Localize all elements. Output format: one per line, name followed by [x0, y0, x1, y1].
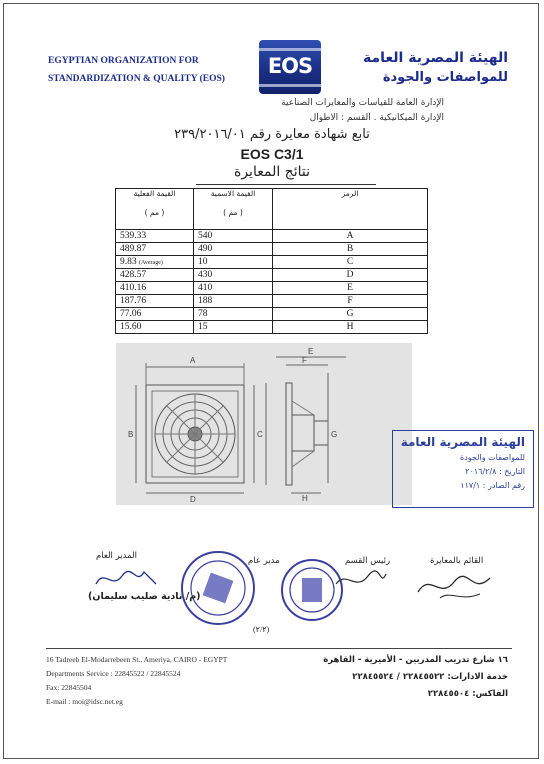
- section-head-title: رئيس القسم: [345, 556, 391, 566]
- header-symbol-label: الرمز: [341, 189, 359, 198]
- label-e: E: [308, 347, 314, 356]
- official-seal-right: [278, 556, 346, 624]
- table-row: [116, 308, 428, 321]
- label-d: D: [190, 495, 196, 504]
- header-actual-label: القيمة الفعلية: [133, 189, 176, 198]
- org-name-ar-line1: الهيئة المصرية العامة: [362, 50, 508, 66]
- label-f: F: [302, 356, 307, 365]
- document-code: EOS C3/1: [240, 146, 304, 162]
- nominal-cell: 430: [194, 269, 273, 282]
- director-title: مدير عام: [248, 556, 280, 566]
- header-nominal-unit: ( مم ): [223, 208, 243, 217]
- stamp-date: التاريخ : ٢٠١٦/٢/٨: [465, 467, 525, 476]
- general-manager-name: (م/ نادية صليب سليمان): [88, 591, 201, 602]
- header-nominal-value: [194, 189, 273, 230]
- general-manager-signature: [92, 566, 162, 592]
- label-g: G: [331, 430, 338, 439]
- section-line: الإدارة الميكانيكية . القسم : الاطوال: [309, 113, 444, 123]
- nominal-cell: 490: [194, 243, 273, 256]
- nominal-cell: 10: [194, 256, 273, 269]
- nominal-cell: 188: [194, 295, 273, 308]
- table-row: [116, 243, 428, 256]
- footer-address-en: 16 Tadreeb El-Modarrebeen St., Ameriya, CAIRO - EGYPT: [46, 655, 228, 664]
- org-name-ar-line2: للمواصفات والجودة: [382, 70, 508, 85]
- official-seal-left: [178, 548, 258, 628]
- actual-cell: 489.87: [116, 243, 194, 256]
- results-table: [115, 188, 428, 334]
- footer-service-en: Departments Service : 22845522 / 22845524: [46, 669, 181, 678]
- results-title: نتائج المعايرة: [234, 164, 310, 180]
- actual-cell: 428.57: [116, 269, 194, 282]
- footer-email-en: E-mail : moi@idsc.net.eg: [46, 697, 123, 706]
- footer-fax-en: Fax: 22845504: [46, 683, 92, 692]
- general-manager-title: المدير العام: [96, 551, 137, 561]
- eos-logo-text: EOS: [267, 54, 313, 78]
- nominal-cell: 540: [194, 230, 273, 243]
- fan-drawing-svg: [116, 343, 412, 505]
- symbol-cell: A: [273, 230, 428, 243]
- footer-divider: [46, 648, 512, 649]
- table-row: [116, 321, 428, 334]
- table-header-row: [116, 189, 428, 230]
- average-note: (Average): [139, 260, 163, 266]
- certificate-continuation: تابع شهادة معايرة رقم ٢٣٩/٢٠١٦/٠١: [174, 127, 370, 142]
- org-name-en-line2: STANDARDIZATION & QUALITY (EOS): [48, 74, 225, 84]
- header-actual-value: [116, 189, 194, 230]
- symbol-cell: B: [273, 243, 428, 256]
- table-row: [116, 269, 428, 282]
- fan-technical-drawing: [116, 343, 412, 505]
- actual-cell: 77.06: [116, 308, 194, 321]
- calibrator-title: القائم بالمعايرة: [430, 556, 484, 566]
- table-row: [116, 230, 428, 243]
- table-row: [116, 295, 428, 308]
- label-a: A: [190, 356, 196, 365]
- actual-value: 9.83: [120, 257, 137, 267]
- eos-logo: [259, 40, 321, 94]
- footer-service-ar: خدمة الادارات: ٢٢٨٤٥٥٢٢ / ٢٢٨٤٥٥٢٤: [352, 672, 508, 682]
- actual-cell: 539.33: [116, 230, 194, 243]
- actual-cell: 187.76: [116, 295, 194, 308]
- symbol-cell: C: [273, 256, 428, 269]
- title-underline: [196, 184, 376, 185]
- symbol-cell: D: [273, 269, 428, 282]
- page-number: (٢/٢): [253, 625, 270, 634]
- symbol-cell: G: [273, 308, 428, 321]
- symbol-cell: E: [273, 282, 428, 295]
- stamp-number: رقم الصادر : ١١٧/١: [460, 481, 525, 490]
- date-stamp: [392, 430, 534, 508]
- label-c: C: [257, 430, 263, 439]
- side-motor-body: [314, 421, 328, 445]
- nominal-cell: 78: [194, 308, 273, 321]
- label-b: B: [128, 430, 134, 439]
- stamp-title: الهيئة المصرية العامة: [400, 435, 525, 449]
- calibrator-signature: [410, 566, 500, 606]
- footer-fax-ar: الفاكس: ٢٢٨٤٥٥٠٤: [427, 689, 508, 699]
- footer-address-ar: ١٦ شارع تدريب المدربين - الأميرية - القاهرة: [323, 655, 508, 665]
- nominal-cell: 15: [194, 321, 273, 334]
- side-plate: [286, 383, 292, 485]
- header-symbol: [273, 189, 428, 230]
- nominal-cell: 410: [194, 282, 273, 295]
- actual-cell: [116, 256, 194, 269]
- org-name-en-line1: EGYPTIAN ORGANIZATION FOR: [48, 56, 199, 66]
- header-actual-unit: ( مم ): [144, 208, 165, 217]
- label-h: H: [302, 494, 308, 503]
- stamp-org-line: للمواصفات والجودة: [460, 453, 525, 462]
- table-row: [116, 282, 428, 295]
- symbol-cell: H: [273, 321, 428, 334]
- symbol-cell: F: [273, 295, 428, 308]
- header-nominal-label: القيمة الاسمية: [210, 189, 256, 198]
- department-line: الإدارة العامة للقياسات والمعايرات الصناعية: [281, 98, 444, 108]
- actual-cell: 410.16: [116, 282, 194, 295]
- actual-cell: 15.60: [116, 321, 194, 334]
- table-row: [116, 256, 428, 269]
- side-motor-mount: [292, 415, 314, 451]
